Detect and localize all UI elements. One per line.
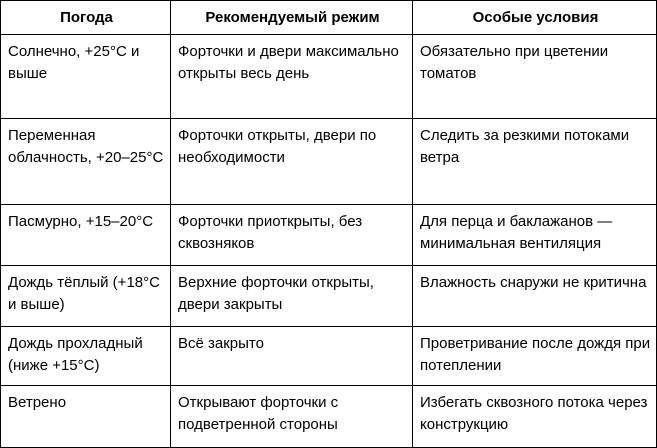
table-row <box>1 386 657 448</box>
cell-weather: Дождь тёплый (+18°C и выше) <box>1 266 171 327</box>
header-special-conditions: Особые условия <box>413 1 657 35</box>
table-row <box>1 119 657 205</box>
cell-conditions: Влажность снаружи не критична <box>413 266 657 327</box>
table-row <box>1 35 657 119</box>
table-header-row <box>1 1 657 35</box>
cell-weather: Солнечно, +25°C и выше <box>1 35 171 119</box>
table-row <box>1 266 657 327</box>
header-recommended-mode: Рекомендуемый режим <box>171 1 413 35</box>
cell-conditions: Для перца и баклажанов — минимальная вентиляция <box>413 205 657 266</box>
cell-mode: Форточки приоткрыты, без сквозняков <box>171 205 413 266</box>
table-row <box>1 205 657 266</box>
cell-weather: Переменная облачность, +20–25°C <box>1 119 171 205</box>
cell-conditions: Проветривание после дождя при потеплении <box>413 327 657 386</box>
cell-conditions: Избегать сквозного потока через конструкцию <box>413 386 657 448</box>
cell-mode: Всё закрыто <box>171 327 413 386</box>
cell-conditions: Обязательно при цветении томатов <box>413 35 657 119</box>
cell-weather: Пасмурно, +15–20°C <box>1 205 171 266</box>
cell-mode: Форточки открыты, двери по необходимости <box>171 119 413 205</box>
cell-mode: Открывают форточки с подветренной стороны <box>171 386 413 448</box>
cell-weather: Ветрено <box>1 386 171 448</box>
cell-weather: Дождь прохладный (ниже +15°C) <box>1 327 171 386</box>
cell-mode: Форточки и двери максимально открыты весь день <box>171 35 413 119</box>
header-weather: Погода <box>1 1 171 35</box>
cell-conditions: Следить за резкими потоками ветра <box>413 119 657 205</box>
table-row <box>1 327 657 386</box>
cell-mode: Верхние форточки открыты, двери закрыты <box>171 266 413 327</box>
